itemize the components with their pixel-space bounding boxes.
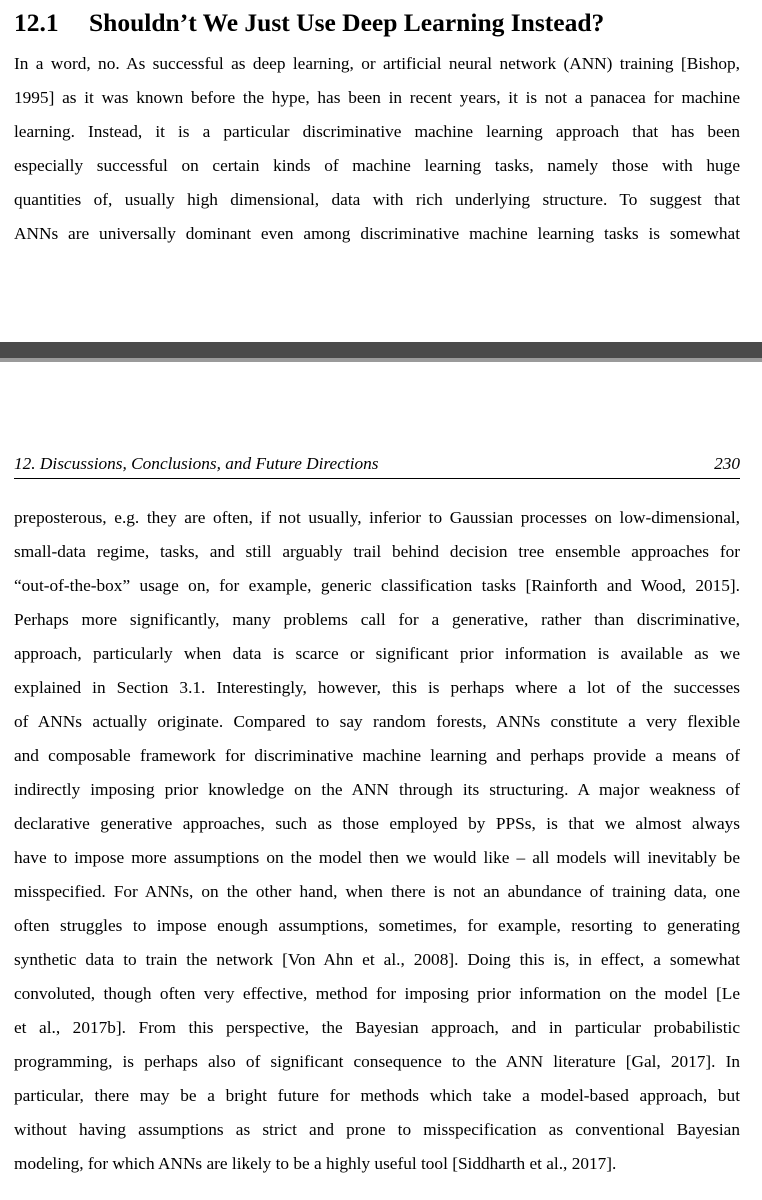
text-line: “out-of-the-box” usage on, for example, generic classification tasks [Rainforth and Wood, 2015]. xyxy=(14,576,740,595)
text-line: Perhaps more significantly, many problems call for a generative, rather than discriminative, xyxy=(14,610,740,629)
text-line: convoluted, though often very effective, method for imposing prior information on the model [Le xyxy=(14,984,740,1003)
paragraph-top xyxy=(14,47,740,251)
section-number: 12.1 xyxy=(14,8,59,37)
text-line: of ANNs actually originate. Compared to say random forests, ANNs constitute a very flexible xyxy=(14,712,740,731)
text-line: and composable framework for discriminative machine learning and perhaps provide a means of xyxy=(14,746,740,765)
text-line: et al., 2017b]. From this perspective, the Bayesian approach, and in particular probabilistic xyxy=(14,1018,740,1037)
text-line: particular, there may be a bright future for methods which take a model-based approach, but xyxy=(14,1086,740,1105)
text-line: programming, is perhaps also of significant consequence to the ANN literature [Gal, 2017]. In xyxy=(14,1052,740,1071)
text-line: ANNs are universally dominant even among discriminative machine learning tasks is somewhat xyxy=(14,224,740,243)
text-line: have to impose more assumptions on the model then we would like – all models will inevitably be xyxy=(14,848,740,867)
text-line: preposterous, e.g. they are often, if not usually, inferior to Gaussian processes on low-dimensional, xyxy=(14,508,740,527)
text-line: indirectly imposing prior knowledge on the ANN through its structuring. A major weakness of xyxy=(14,780,740,799)
text-line: learning. Instead, it is a particular discriminative machine learning approach that has been xyxy=(14,122,740,141)
text-line: approach, particularly when data is scarce or significant prior information is available as we xyxy=(14,644,740,663)
section-title: Shouldn’t We Just Use Deep Learning Instead? xyxy=(89,8,605,37)
text-line: quantities of, usually high dimensional, data with rich underlying structure. To suggest that xyxy=(14,190,740,209)
text-line: declarative generative approaches, such as those employed by PPSs, is that we almost always xyxy=(14,814,740,833)
text-line: especially successful on certain kinds of machine learning tasks, namely those with huge xyxy=(14,156,740,175)
page-top-fragment xyxy=(0,0,762,342)
text-line: without having assumptions as strict and prone to misspecification as conventional Bayesian xyxy=(14,1120,740,1139)
running-header xyxy=(14,450,740,479)
text-line: misspecified. For ANNs, on the other hand, when there is not an abundance of training data, one xyxy=(14,882,740,901)
text-line: small-data regime, tasks, and still arguably trail behind decision tree ensemble approaches for xyxy=(14,542,740,561)
chapter-title: 12. Discussions, Conclusions, and Future Directions xyxy=(14,454,379,473)
page-separator xyxy=(0,342,762,358)
text-line: often struggles to impose enough assumptions, sometimes, for example, resorting to generating xyxy=(14,916,740,935)
text-line: synthetic data to train the network [Von Ahn et al., 2008]. Doing this is, in effect, a somewhat xyxy=(14,950,740,969)
page-separator-edge xyxy=(0,358,762,362)
text-line: explained in Section 3.1. Interestingly, however, this is perhaps where a lot of the successes xyxy=(14,678,740,697)
text-line: In a word, no. As successful as deep learning, or artificial neural network (ANN) training [Bishop, xyxy=(14,54,740,73)
text-line: 1995] as it was known before the hype, has been in recent years, it is not a panacea for machine xyxy=(14,88,740,107)
paragraph-main xyxy=(14,501,740,1181)
section-heading xyxy=(14,3,604,43)
page-number: 230 xyxy=(714,454,740,473)
text-line: modeling, for which ANNs are likely to be a highly useful tool [Siddharth et al., 2017]. xyxy=(14,1154,617,1173)
